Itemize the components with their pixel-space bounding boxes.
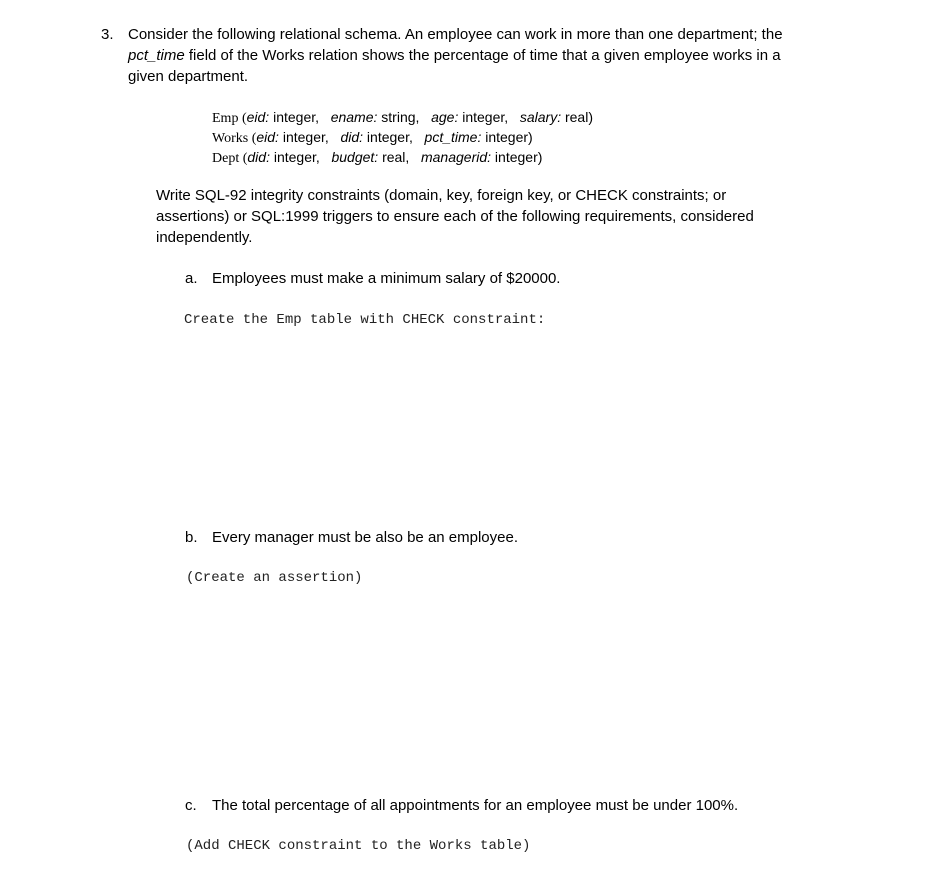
relation-name: Works <box>212 131 249 146</box>
field-name: did: <box>340 129 364 145</box>
open-paren: ( <box>238 111 247 126</box>
intro-line-3: given department. <box>128 68 249 85</box>
instructions-line-1: Write SQL-92 integrity constraints (domain, key, foreign key, or CHECK constraints; or <box>156 187 727 204</box>
part-c-hint: (Add CHECK constraint to the Works table) <box>186 838 531 854</box>
field-type: integer, <box>278 129 329 145</box>
field-name: salary: <box>519 109 562 125</box>
open-paren: ( <box>239 151 248 166</box>
field-type: integer) <box>491 149 543 165</box>
field-type: string, <box>377 109 420 125</box>
field-name: pct_time: <box>424 129 482 145</box>
relation-name: Dept <box>212 151 240 166</box>
intro-line-2 <box>128 45 781 66</box>
part-c-label: c. <box>185 797 197 814</box>
part-b-label: b. <box>185 529 198 546</box>
instructions-line-2: assertions) or SQL:1999 triggers to ensure each of the following requirements, considered <box>156 208 754 225</box>
field-type: real, <box>378 149 410 165</box>
pct-time-field: pct_time <box>128 47 185 64</box>
part-b-text: Every manager must be also be an employee. <box>212 529 518 546</box>
field-name: age: <box>431 109 459 125</box>
part-b-hint: (Create an assertion) <box>186 570 363 586</box>
intro-line-2-text: field of the Works relation shows the percentage of time that a given employee works in a <box>184 47 781 64</box>
intro-line-1: Consider the following relational schema. An employee can work in more than one department; the <box>128 26 783 43</box>
part-a-hint: Create the Emp table with CHECK constraint: <box>184 312 546 328</box>
field-type: integer) <box>481 129 533 145</box>
part-a-label: a. <box>185 270 198 287</box>
part-c-text: The total percentage of all appointments for an employee must be under 100%. <box>212 797 739 814</box>
field-type: integer, <box>269 149 320 165</box>
field-name: eid: <box>246 109 270 125</box>
relation-name: Emp <box>212 111 239 126</box>
field-name: ename: <box>330 109 378 125</box>
part-a-text: Employees must make a minimum salary of $20000. <box>212 270 561 287</box>
schema-dept <box>212 147 542 169</box>
schema-works <box>212 127 533 149</box>
field-type: integer, <box>363 129 413 145</box>
field-type: real) <box>561 109 593 125</box>
field-name: did: <box>247 149 270 165</box>
schema-emp <box>212 107 593 129</box>
instructions-line-3: independently. <box>156 229 253 246</box>
field-type: integer, <box>269 109 320 125</box>
open-paren: ( <box>248 131 257 146</box>
field-name: budget: <box>331 149 379 165</box>
field-name: eid: <box>256 129 279 145</box>
question-number: 3. <box>101 26 114 43</box>
field-type: integer, <box>458 109 509 125</box>
field-name: managerid: <box>420 149 492 165</box>
